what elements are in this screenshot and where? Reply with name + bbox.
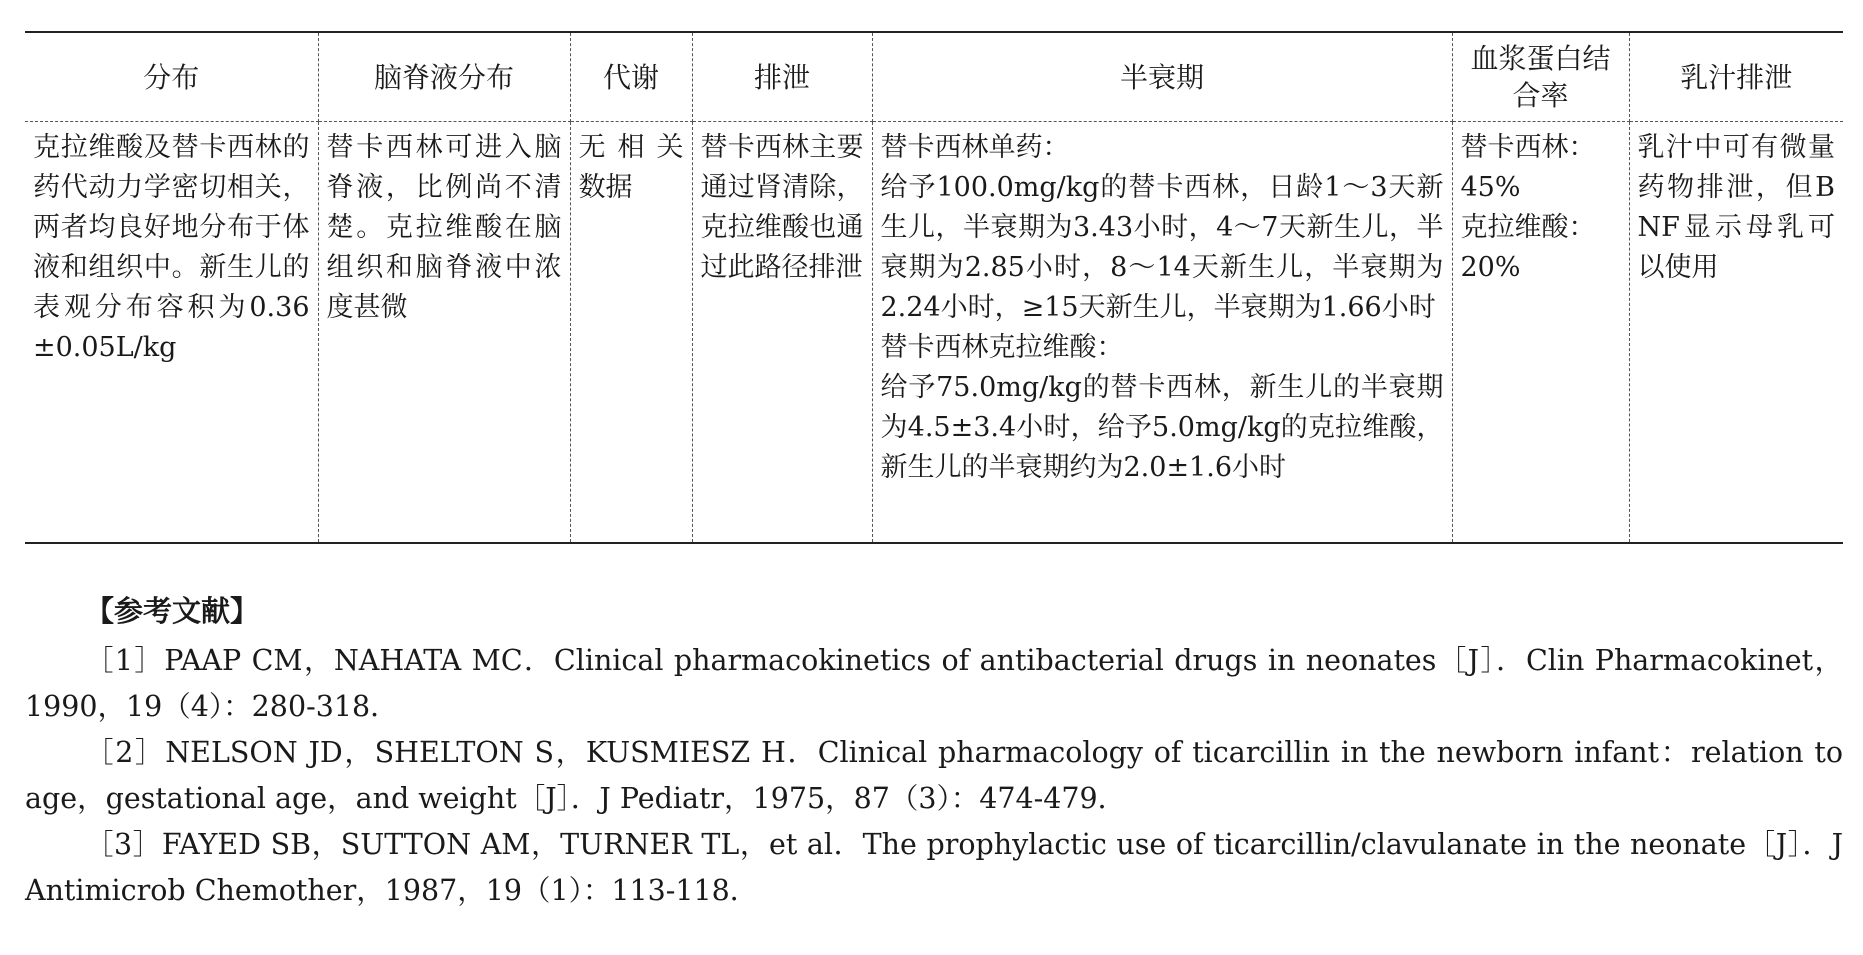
protein-binding-ticarcillin-value: 45%: [1460, 172, 1521, 203]
cell-metabolism: 无相关数据: [570, 122, 692, 544]
protein-binding-clavulanate-label: 克拉维酸：: [1460, 212, 1596, 243]
reference-item: ［3］FAYED SB，SUTTON AM，TURNER TL，et al．The prophylactic use of ticarcillin/clavulanate in the neonate［J］．J Antimicrob Chemother，1987，19（1）：113-118．: [25, 828, 1843, 907]
header-excretion: 排泄: [692, 32, 872, 122]
references-section: [25, 588, 1843, 914]
table-row: [25, 122, 1843, 544]
pharmacokinetics-table: [25, 31, 1843, 544]
header-distribution: 分布: [25, 32, 318, 122]
header-csf-distribution: 脑脊液分布: [318, 32, 570, 122]
half-life-title-ticarcillin: 替卡西林单药：: [880, 132, 1070, 163]
header-metabolism: 代谢: [570, 32, 692, 122]
cell-distribution: 克拉维酸及替卡西林的药代动力学密切相关，两者均良好地分布于体液和组织中。新生儿的表观分布容积为0.36±0.05L/kg: [25, 122, 318, 544]
half-life-text-combo: 给予75.0mg/kg的替卡西林，新生儿的半衰期为4.5±3.4小时，给予5.0mg/kg的克拉维酸，新生儿的半衰期约为2.0±1.6小时: [880, 372, 1444, 483]
cell-excretion: 替卡西林主要通过肾清除，克拉维酸也通过此路径排泄: [692, 122, 872, 544]
table-header-row: [25, 32, 1843, 122]
header-milk-excretion: 乳汁排泄: [1629, 32, 1843, 122]
cell-milk-excretion: 乳汁中可有微量药物排泄，但BNF显示母乳可以使用: [1629, 122, 1843, 544]
protein-binding-clavulanate-value: 20%: [1460, 252, 1521, 283]
half-life-text-ticarcillin: 给予100.0mg/kg的替卡西林，日龄1～3天新生儿，半衰期为3.43小时，4～7天新生儿，半衰期为2.85小时，8～14天新生儿，半衰期为2.24小时，≥15天新生儿，半衰期为1.66小时: [880, 172, 1444, 323]
pharmacokinetics-table-container: [25, 31, 1843, 544]
protein-binding-ticarcillin-label: 替卡西林：: [1460, 132, 1596, 163]
header-half-life: 半衰期: [872, 32, 1452, 122]
cell-half-life: [872, 122, 1452, 544]
half-life-title-combo: 替卡西林克拉维酸：: [880, 332, 1124, 363]
header-protein-binding: 血浆蛋白结合率: [1452, 32, 1629, 122]
cell-csf-distribution: 替卡西林可进入脑脊液，比例尚不清楚。克拉维酸在脑组织和脑脊液中浓度甚微: [318, 122, 570, 544]
cell-protein-binding: [1452, 122, 1629, 544]
reference-item: ［1］PAAP CM，NAHATA MC．Clinical pharmacokinetics of antibacterial drugs in neonates［J］．Clin Pharmacokinet，1990，19（4）：280-318．: [25, 644, 1843, 723]
references-title: 【参考文献】: [85, 594, 260, 628]
reference-item: ［2］NELSON JD，SHELTON S，KUSMIESZ H．Clinical pharmacology of ticarcillin in the newborn infant：relation to age，gestational age，and weight［J］．J Pediatr，1975，87（3）：474-479．: [25, 736, 1843, 815]
